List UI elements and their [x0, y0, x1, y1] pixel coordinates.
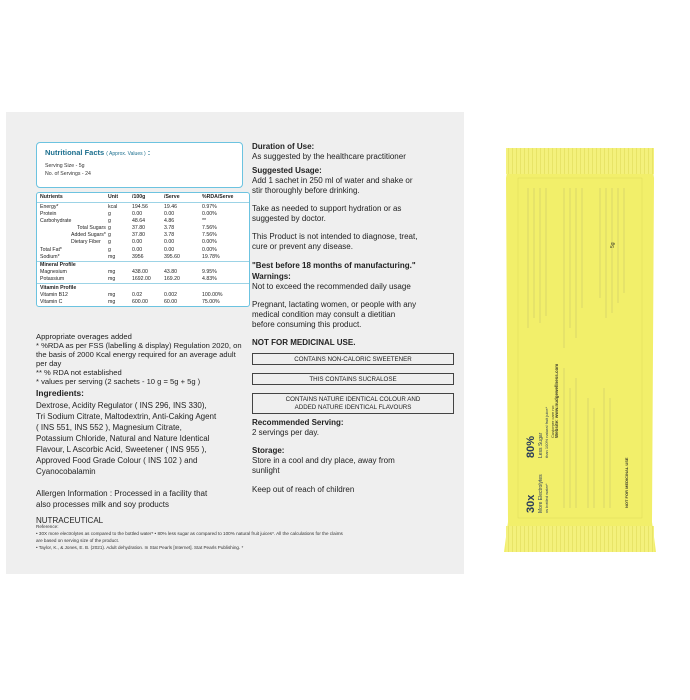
duration-title: Duration of Use: — [252, 142, 315, 151]
cell: g — [108, 225, 111, 232]
keep-out-of-reach: Keep out of reach of children — [252, 485, 355, 494]
storage-line-2: sunlight — [252, 466, 280, 475]
cell: 37.80 — [132, 232, 145, 239]
cell: 0.00% — [202, 210, 217, 217]
serving-size: Serving Size - 5g — [45, 163, 85, 169]
cell: 0.02 — [132, 291, 143, 298]
sachet-bottom-crimp — [506, 526, 654, 552]
nutrition-facts-header-box — [36, 142, 243, 188]
reference-title: Reference: — [36, 524, 59, 529]
claims-reference-1: • 30X more electrolytes as compared to the bottled water* • 80% less sugar as compared to 100% natural fruit juices*. All the calculations for the claims — [36, 531, 343, 536]
nutrition-title-note: ( Approx. Values ) — [106, 151, 146, 157]
cell: 0.97% — [202, 203, 217, 210]
cell: 7.56% — [202, 232, 217, 239]
serving-text: 2 servings per day. — [252, 428, 319, 437]
ingredients-line: Flavour, L Ascorbic Acid, Sweetener ( INS 955 ), — [36, 445, 207, 454]
usage-line-1: Add 1 sachet in 250 ml of water and shake or — [252, 176, 413, 185]
cell: 194.56 — [132, 203, 148, 210]
cell: 0.00 — [132, 246, 143, 253]
cell: 19.46 — [164, 203, 177, 210]
ingredients-line: Approved Food Grade Colour ( INS 102 ) and — [36, 456, 198, 465]
cell: g — [108, 210, 111, 217]
hydration-line-1: Take as needed to support hydration or as — [252, 204, 402, 213]
box-line: CONTAINS NATURE IDENTICAL COLOUR AND — [285, 395, 421, 403]
cell: 3956 — [132, 253, 144, 260]
header-rda: %RDA/Serve — [202, 193, 234, 200]
cell: kcal — [108, 203, 118, 210]
cell: 3.78 — [164, 232, 175, 239]
allergen-line: Allergen Information : Processed in a facility that — [36, 489, 208, 498]
table-row — [37, 232, 249, 239]
not-intended-line-2: cure or prevent any disease. — [252, 242, 353, 251]
cell: 0.00% — [202, 239, 217, 246]
sachet-80-sub: than 100% natural fruit juice* — [544, 406, 549, 458]
cell: Total Fat* — [40, 246, 62, 253]
rda-note-1: * %RDA as per FSS (labelling & display) Regulation 2020, on — [36, 341, 242, 350]
hydration-line-2: suggested by doctor. — [252, 214, 326, 223]
not-intended-line-1: This Product is not intended to diagnose, treat, — [252, 232, 418, 241]
nutraceutical-label: NUTRACEUTICAL — [36, 516, 104, 525]
best-before: "Best before 18 months of manufacturing." — [252, 261, 416, 270]
cell: g — [108, 239, 111, 246]
sachet-30x-claim: 30x — [525, 494, 537, 513]
cell: mg — [108, 253, 116, 260]
cell: 0.00 — [164, 239, 175, 246]
cell: 75.00% — [202, 298, 220, 305]
sachet-website: Website: www.nudgewellness.com — [554, 363, 559, 438]
table-row — [37, 253, 249, 260]
pregnant-line-1: Pregnant, lactating women, or people with any — [252, 300, 417, 309]
table-row — [37, 298, 249, 305]
label-info-panel — [6, 112, 464, 574]
cell: Dietary Fiber — [71, 239, 101, 246]
overages-note: Appropriate overages added — [36, 332, 132, 341]
ingredients-line: Cyanocobalamin — [36, 467, 96, 476]
header-nutrients: Nutrients — [40, 193, 63, 200]
cell: Energy* — [40, 203, 59, 210]
cell: 0.00 — [132, 239, 143, 246]
table-row — [37, 246, 249, 253]
cell: g — [108, 232, 111, 239]
cell: Vitamin C — [40, 298, 63, 305]
cell: Total Sugars — [77, 225, 106, 232]
cell: 19.78% — [202, 253, 220, 260]
table-row — [37, 203, 249, 210]
cell: 7.56% — [202, 225, 217, 232]
table-row — [37, 276, 249, 283]
non-caloric-sweetener-box: CONTAINS NON-CALORIC SWEETENER — [252, 353, 454, 365]
sachet-serving: 5g — [610, 242, 616, 248]
cell: 60.00 — [164, 298, 177, 305]
usage-line-2: stir thoroughly before drinking. — [252, 186, 360, 195]
header-per-100g: /100g — [132, 193, 146, 200]
cell: 100.00% — [202, 291, 223, 298]
cell: g — [108, 217, 111, 224]
nature-identical-box — [252, 393, 454, 414]
sachet-80-claim: 80% — [525, 435, 537, 458]
not-medicinal: NOT FOR MEDICINAL USE. — [252, 338, 356, 347]
sachet-30x-sub: vs bottled water* — [544, 483, 549, 513]
nutrition-title-text: Nutritional Facts — [45, 148, 105, 157]
cell: 4.86 — [164, 217, 175, 224]
cell: 169.20 — [164, 276, 180, 283]
cell: 48.64 — [132, 217, 145, 224]
ingredients-line: Potassium Chloride, Natural and Nature Identical — [36, 434, 210, 443]
cell: 0.00% — [202, 246, 217, 253]
cell: Added Sugars* — [71, 232, 106, 239]
allergen-line: also processes milk and soy products — [36, 500, 169, 509]
ingredients-list — [36, 400, 216, 477]
cell: mg — [108, 298, 116, 305]
cell: 9.95% — [202, 269, 217, 276]
allergen-information — [36, 488, 207, 510]
vitamin-profile-title — [37, 283, 249, 291]
product-sachet-image — [504, 148, 656, 552]
cell: 395.60 — [164, 253, 180, 260]
sachet-30x-label: More Electrolytes — [538, 474, 544, 513]
sachet-customer-care: Customer care no: — [550, 405, 555, 438]
box-line: ADDED NATURE IDENTICAL FLAVOURS — [294, 403, 412, 411]
cell: mg — [108, 269, 116, 276]
cell: Potassium — [40, 276, 65, 283]
table-row — [37, 225, 249, 232]
section-title: Mineral Profile — [40, 262, 76, 268]
cell: 0.002 — [164, 291, 177, 298]
storage-title: Storage: — [252, 446, 285, 455]
cell: 0.00 — [164, 246, 175, 253]
nutrition-table-header — [37, 193, 249, 203]
sucralose-box: THIS CONTAINS SUCRALOSE — [252, 373, 454, 385]
cell: 1692.00 — [132, 276, 151, 283]
rda-not-established: ** % RDA not established — [36, 368, 122, 377]
ingredients-line: ( INS 551, INS 552 ), Magnesium Citrate, — [36, 423, 182, 432]
number-of-servings: No. of Servings - 24 — [45, 171, 91, 177]
storage-line-1: Store in a cool and dry place, away from — [252, 456, 395, 465]
header-per-serve: /Serve — [164, 193, 180, 200]
cell: Sodium* — [40, 253, 60, 260]
nutrition-table — [36, 192, 250, 307]
ingredients-line: Tri Sodium Citrate, Maltodextrin, Anti-Caking Agent — [36, 412, 217, 421]
sachet-top-crimp — [506, 148, 654, 174]
cell: 37.80 — [132, 225, 145, 232]
cell: Protein — [40, 210, 57, 217]
section-title: Vitamin Profile — [40, 284, 77, 291]
rda-note-3: per day — [36, 359, 62, 368]
cell: 0.00 — [132, 210, 143, 217]
table-row — [37, 239, 249, 246]
cell: 0.00 — [164, 210, 175, 217]
ingredients-title: Ingredients: — [36, 388, 84, 398]
cell: mg — [108, 276, 116, 283]
warnings-title: Warnings: — [252, 272, 291, 281]
pregnant-line-2: medical condition may consult a dietitian — [252, 310, 396, 319]
cell: mg — [108, 291, 116, 298]
cell: 3.78 — [164, 225, 175, 232]
citation-reference: • Taylor, K., & Jones, E. B. (2021). Adult dehydration. In Stat Pearls [Internet]. Stat Pearls Publishing. * — [36, 545, 244, 550]
cell: Carbohydrate — [40, 217, 72, 224]
nutrition-facts-title: Nutritional Facts ( Approx. Values ) : — [45, 148, 151, 157]
sachet-not-medicinal: NOT FOR MEDICINAL USE — [624, 457, 629, 508]
table-row — [37, 210, 249, 217]
serving-title: Recommended Serving: — [252, 418, 344, 427]
duration-text: As suggested by the healthcare practitioner — [252, 152, 406, 161]
per-serving-note: * values per serving (2 sachets - 10 g = 5g + 5g ) — [36, 377, 201, 386]
sachet-80-label: Less Sugar — [538, 432, 544, 458]
cell: ** — [202, 217, 207, 224]
cell: 4.83% — [202, 276, 217, 283]
table-row — [37, 269, 249, 276]
usage-title: Suggested Usage: — [252, 166, 322, 175]
table-row — [37, 217, 249, 224]
cell: Vitamin B12 — [40, 291, 68, 298]
header-unit: Unit — [108, 193, 119, 200]
mineral-profile-title — [37, 261, 249, 269]
cell: 43.80 — [164, 269, 177, 276]
cell: 600.00 — [132, 298, 148, 305]
warnings-text: Not to exceed the recommended daily usage — [252, 282, 411, 291]
cell: Magnesium — [40, 269, 67, 276]
rda-note-2: the basis of 2000 Kcal energy required for an average adult — [36, 350, 236, 359]
cell: 438.00 — [132, 269, 148, 276]
cell: g — [108, 246, 111, 253]
pregnant-line-3: before consuming this product. — [252, 320, 362, 329]
ingredients-line: Dextrose, Acidity Regulator ( INS 296, INS 330), — [36, 401, 207, 410]
claims-reference-2: are based on serving size of the product. — [36, 538, 119, 543]
table-row — [37, 291, 249, 298]
